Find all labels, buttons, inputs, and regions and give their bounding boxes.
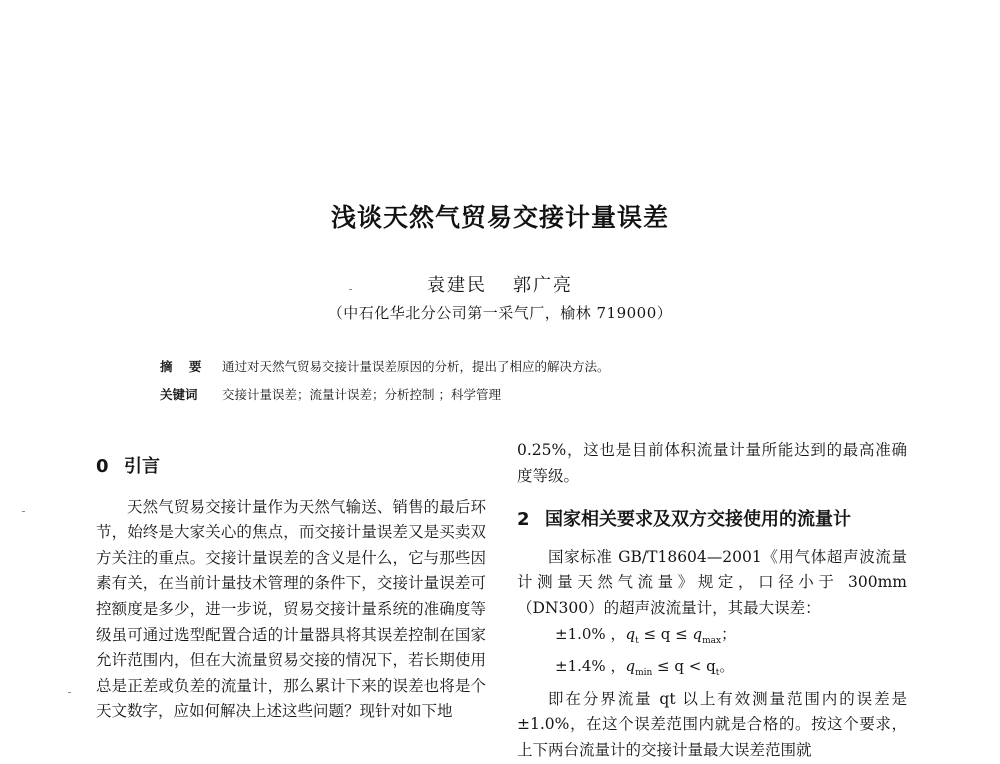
formula-prefix: ±1.0% ， [555, 624, 626, 643]
formula-variable: q [625, 657, 636, 676]
formula-subscript: t [715, 668, 720, 679]
formula-variable: q [625, 624, 636, 643]
scan-speck [68, 692, 71, 693]
continued-paragraph: 0.25%，这也是目前体积流量计量所能达到的最高准确度等级。 [517, 441, 907, 485]
tolerance-paragraph: 即在分界流量 qt 以上有效测量范围内的误差是 ±1.0%，在这个误差范围内就是合格的。按这个要求，上下两台流量计的交接计量最大误差范围就 [517, 689, 907, 759]
paper-title: 浅谈天然气贸易交接计量误差 [330, 203, 669, 232]
formula-relation: ≤ q ≤ [638, 624, 693, 643]
scan-speck [349, 289, 352, 290]
keywords-text: 交接计量误差；流量计误差；分析控制 ；科学管理 [221, 387, 501, 402]
error-formula-upper: ±1.0% ，$q_t \le q \le q_{max}$； [555, 624, 737, 646]
section-title: 国家相关要求及双方交接使用的流量计 [545, 509, 851, 531]
section-number: 0 [96, 456, 109, 477]
section-heading-standards [517, 507, 907, 533]
formula-prefix: ±1.4% ， [555, 657, 626, 676]
keywords [160, 385, 501, 403]
left-column [96, 438, 486, 725]
abstract-text: 通过对天然气贸易交接计量误差原因的分析，提出了相应的解决方法。 [221, 359, 610, 374]
formula-relation: ≤ q < q [652, 657, 716, 676]
scan-speck [22, 511, 25, 512]
keywords-label: 关键词 [160, 387, 198, 402]
formula-suffix: 。 [719, 657, 735, 676]
author-name: 袁建民 [427, 275, 487, 296]
section-title: 引言 [124, 456, 160, 477]
section-heading-intro [96, 454, 486, 480]
formula-subscript: max [702, 635, 722, 646]
right-column [517, 438, 907, 764]
formula-suffix: ； [721, 624, 737, 643]
standard-paragraph: 国家标准 GB/T18604—2001《用气体超声波流量计测量天然气流量》规定，口径小于 300mm（DN300）的超声波流量计，其最大误差： [517, 547, 907, 617]
error-formula-lower [517, 654, 907, 687]
section-number: 2 [517, 509, 530, 531]
abstract [160, 357, 610, 375]
author-name: 郭广亮 [513, 275, 573, 296]
formula-subscript: min [635, 668, 653, 679]
author-line [0, 271, 1000, 297]
formula-subscript: t [635, 635, 639, 646]
affiliation: （中石化华北分公司第一采气厂，榆林 719000） [327, 304, 673, 322]
intro-paragraph: 天然气贸易交接计量作为天然气输送、销售的最后环节，始终是大家关心的焦点，而交接计量误差又是买卖双方关注的重点。交接计量误差的含义是什么，它与那些因素有关，在当前计量技术管理的条件下，交接计量误差可控额度是多少，进一步说，贸易交接计量系统的准确度等级虽可通过选型配置合适的计量器具将其误差控制在国家允许范围内，但在大流量贸易交接的情况下，若长期使用总是正差或负差的流量计，那么累计下来的误差也将是个天文数字，应如何解决上述这些问题？现针对如下地 [96, 497, 486, 721]
abstract-label: 摘 要 [160, 359, 208, 374]
